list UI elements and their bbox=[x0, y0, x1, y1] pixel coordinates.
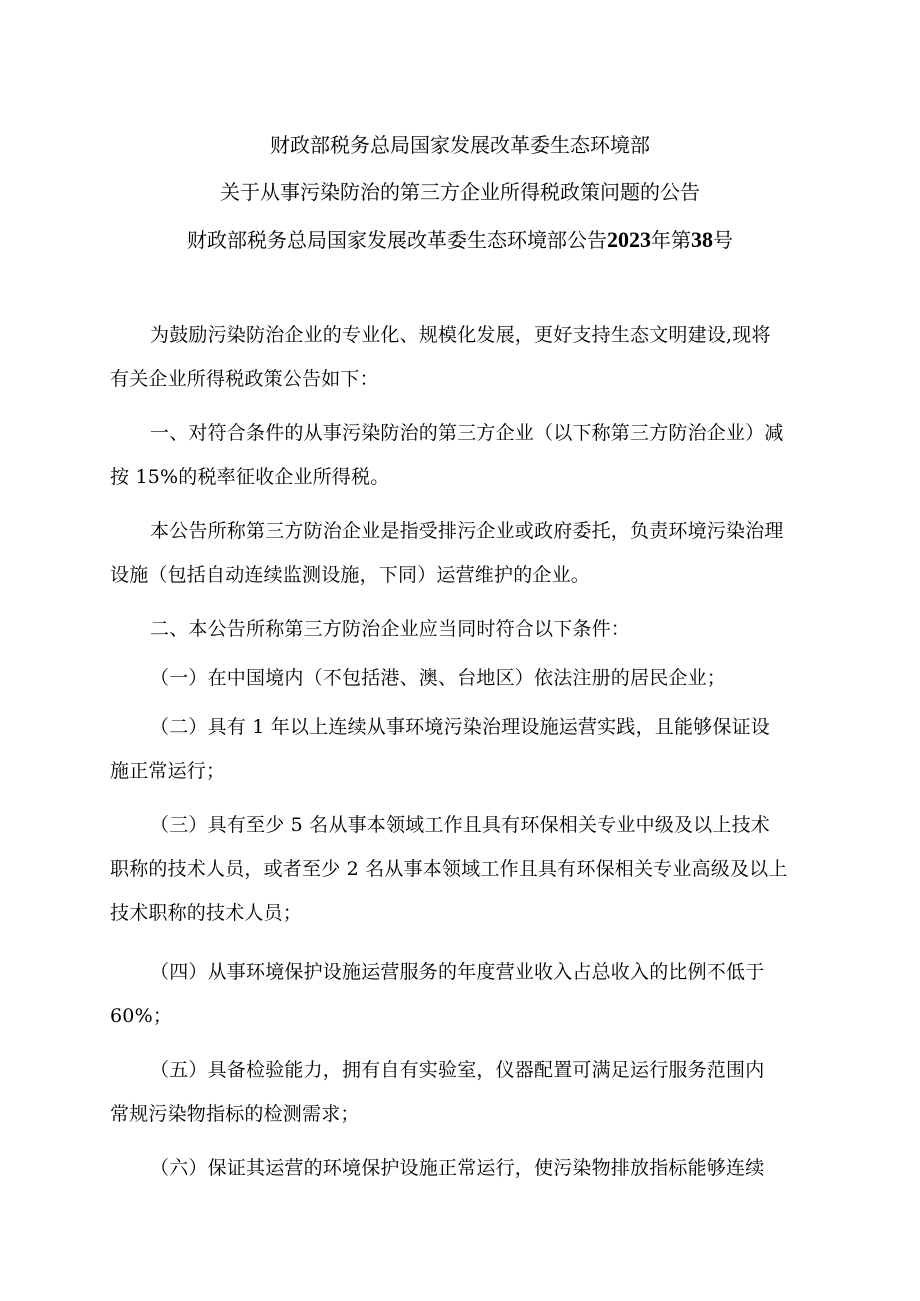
paragraph-line: （六）保证其运营的环境保护设施正常运行，使污染物排放指标能够连续 bbox=[150, 1157, 765, 1179]
paragraph-line: 一、对符合条件的从事污染防治的第三方企业（以下称第三方防治企业）减 bbox=[150, 422, 784, 444]
title-line-1 bbox=[0, 131, 920, 159]
paragraph-condition-1 bbox=[110, 656, 815, 700]
paragraph-line: （二）具有 1 年以上连续从事环境污染治理设施运营实践，且能够保证设 bbox=[150, 716, 770, 738]
paragraph-line: 本公告所称第三方防治企业是指受排污企业或政府委托，负责环境污染治理 bbox=[150, 520, 784, 542]
paragraph-article-2 bbox=[110, 607, 815, 651]
paragraph-line: 为鼓励污染防治企业的专业化、规模化发展，更好支持生态文明建设,现将 bbox=[150, 324, 771, 346]
announcement-number: 38 bbox=[691, 227, 713, 252]
announcement-mid: 年第 bbox=[651, 228, 691, 252]
paragraph-line: 按 15%的税率征收企业所得税。 bbox=[110, 466, 390, 488]
title-text-2: 关于从事污染防治的第三方企业所得税政策问题的公告 bbox=[220, 180, 700, 204]
paragraph-line: 60%； bbox=[110, 1005, 173, 1027]
paragraph-condition-2 bbox=[110, 705, 815, 793]
paragraph-line: 二、本公告所称第三方防治企业应当同时符合以下条件： bbox=[150, 618, 631, 640]
paragraph-line: 设施（包括自动连续监测设施，下同）运营维护的企业。 bbox=[110, 564, 591, 586]
paragraph-intro bbox=[110, 313, 815, 401]
paragraph-line: 有关企业所得税政策公告如下： bbox=[110, 368, 379, 390]
paragraph-condition-3 bbox=[110, 803, 815, 935]
announcement-suffix: 号 bbox=[713, 228, 733, 252]
paragraph-line: （四）从事环境保护设施运营服务的年度营业收入占总收入的比例不低于 bbox=[150, 961, 765, 983]
paragraph-condition-4 bbox=[110, 950, 815, 1038]
paragraph-definition bbox=[110, 509, 815, 597]
announcement-issuer: 财政部税务总局国家发展改革委生态环境部公告 bbox=[187, 228, 607, 252]
paragraph-line: 技术职称的技术人员； bbox=[110, 902, 303, 924]
paragraph-line: 施正常运行； bbox=[110, 760, 226, 782]
paragraph-line: （一）在中国境内（不包括港、澳、台地区）依法注册的居民企业； bbox=[150, 667, 727, 689]
paragraph-line: 职称的技术人员，或者至少 2 名从事本领域工作且具有环保相关专业高级及以上 bbox=[110, 858, 788, 880]
paragraph-line: 常规污染物指标的检测需求； bbox=[110, 1103, 360, 1125]
paragraph-line: （三）具有至少 5 名从事本领域工作且具有环保相关专业中级及以上技术 bbox=[150, 814, 770, 836]
announcement-year: 2023 bbox=[607, 227, 651, 252]
paragraph-condition-6 bbox=[110, 1146, 815, 1190]
paragraph-condition-5 bbox=[110, 1048, 815, 1136]
paragraph-article-1 bbox=[110, 411, 815, 499]
title-line-3 bbox=[0, 226, 920, 254]
title-line-2 bbox=[0, 178, 920, 206]
paragraph-line: （五）具备检验能力，拥有自有实验室，仪器配置可满足运行服务范围内 bbox=[150, 1059, 765, 1081]
title-text-1: 财政部税务总局国家发展改革委生态环境部 bbox=[270, 133, 650, 157]
